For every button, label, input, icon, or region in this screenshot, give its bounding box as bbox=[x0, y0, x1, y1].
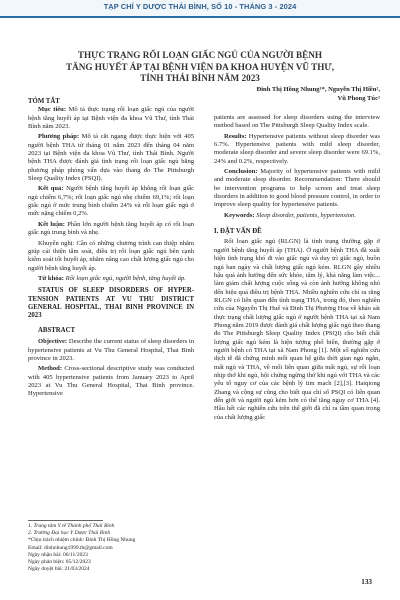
left-column bbox=[28, 98, 194, 401]
footnote-2: 2. Trường Đại học Y Dược Thái Bình bbox=[28, 530, 111, 537]
method-vi bbox=[28, 133, 194, 183]
english-title: STATUS OF SLEEP DISORDERS OF HYPER-TENSION PATIENTS AT VU THU DISTRICT GENERAL HOSPITAL, THAI BINH PROVINCE IN 2023 bbox=[28, 287, 194, 320]
keywords-en-label: Keywords: bbox=[224, 211, 255, 219]
conclusion-vi-text: Phần lớn người bệnh tăng huyết áp có rối loạn giấc ngủ trung bình và nhẹ. bbox=[28, 220, 195, 237]
method-en-text: Cross-sectional descriptive study was conducted with 405 hypertensive patients from January 2023 to April 2023 at Vu Thu General Hospital, Thai Binh province. Hypertensive bbox=[28, 365, 194, 398]
keywords-en-text: Sleep disorder, patients, hypertension. bbox=[256, 211, 356, 219]
keywords-vi-text: Rối loạn giấc ngủ, người bệnh, tăng huyết áp. bbox=[65, 274, 186, 282]
footnotes bbox=[28, 523, 198, 573]
right-column bbox=[214, 114, 380, 424]
footnote-divider bbox=[28, 520, 103, 521]
objective-vi bbox=[28, 106, 194, 131]
keywords-en bbox=[214, 212, 380, 220]
keywords-vi bbox=[28, 275, 194, 283]
title-line-3: TỈNH THÁI BÌNH NĂM 2023 bbox=[140, 73, 260, 83]
footnote-1: 1. Trung tâm Y tế Thành phố Thái Bình bbox=[28, 523, 115, 529]
corresponding-author: *Chịu trách nhiệm chính: Đinh Thị Hồng Nhung bbox=[28, 537, 136, 544]
recommendation-vi: Khuyến nghị: Cần có những chương trình can thiệp nhằm giúp cải thiện tâm soát, điều trị rối loạn giấc ngủ bên cạnh kiểm soát tốt huyết áp, nhằm nâng cao chất lượng giấc ngủ cho người bệnh tăng huyết áp. bbox=[28, 239, 194, 272]
authors-line-2: Vũ Phong Túc² bbox=[337, 94, 380, 102]
results-vi bbox=[28, 185, 194, 218]
authors bbox=[210, 86, 380, 103]
results-en bbox=[214, 133, 380, 166]
conclusion-vi bbox=[28, 221, 194, 238]
conclusion-en-label: Conclusion: bbox=[224, 168, 258, 176]
authors-line-1: Đinh Thị Hồng Nhung¹*, Nguyễn Thị Hiền², bbox=[256, 86, 380, 93]
conclusion-en bbox=[214, 168, 380, 210]
objective-vi-label: Mục tiêu: bbox=[38, 106, 66, 114]
date-accepted: Ngày duyệt bài: 21/03/2024 bbox=[28, 566, 90, 573]
keywords-vi-label: Từ khóa: bbox=[38, 274, 64, 282]
method-en-label: Method: bbox=[38, 365, 63, 373]
tomtat-heading: TÓM TẮT bbox=[28, 98, 60, 105]
article-title bbox=[40, 50, 360, 85]
results-vi-text: Người bệnh tăng huyết áp không rối loạn giấc ngủ chiếm 6,7%; rối loạn giấc ngủ nhẹ chiếm 69,1%; rối loạn giấc ngủ ở mức trung bình chiếm 24% và rối loạn giấc ngủ ở mức nặng chiếm 0,2%. bbox=[28, 185, 194, 218]
method-en-continued: patients are assessed for sleep disorders using the interview method based on The Pittsburgh Sleep Quality Index scale. bbox=[214, 114, 380, 130]
section-heading-intro: I. ĐẶT VẤN ĐỀ bbox=[214, 228, 262, 236]
results-vi-label: Kết quả: bbox=[38, 185, 64, 193]
author-email: Email: dinhnhung1999.tb@gmail.com bbox=[28, 544, 113, 551]
results-en-label: Results: bbox=[224, 132, 247, 140]
objective-en bbox=[28, 338, 194, 363]
results-en-text: Hypertensive patients without sleep disorder was 6.7%. Hypertensive patients with mild sleep disorder, moderate sleep disorder and severe sleep disorder were 69.1%, 24% and 0.2%, respectively. bbox=[214, 132, 381, 165]
date-reviewed: Ngày phản biện: 05/12/2023 bbox=[28, 559, 91, 566]
page-number: 133 bbox=[361, 578, 372, 586]
conclusion-en-text: Majority of hypertensive patients with mild and moderate sleep disorder. Recommendation: There should be intervention programs to help screen and treat sleep disorders in addition to good blood pressure control, in order to improve sleep quality for hypertensive patients. bbox=[214, 168, 381, 209]
title-line-1: THỰC TRẠNG RỐI LOẠN GIẤC NGỦ CỦA NGƯỜI BỆNH bbox=[77, 50, 323, 60]
intro-body: Rối loạn giấc ngủ (RLGN) là tình trạng thường gặp ở người bệnh tăng huyết áp (THA). Ở người bệnh THA đã xuất hiện tình trạng khó đi vào giấc ngủ và duy trì giấc ngủ, buồn ngủ ban ngày và chất lượng giấc ngủ kém. RLGN gây nhiều hậu quả ảnh hưởng đến sức khỏe, tâm lý, khả năng làm việc... làm giảm chất lượng cuộc sống và còn ảnh hưởng không nhỏ đến hiệu quả điều trị bệnh THA. Nhiều nghiên cứu chỉ ra rằng RLGN có liên quan đến tình trạng THA, trong đó, theo nghiên cứu của Nguyễn Thị Huế và Đinh Thị Phương Hoa về khảo sát thực trạng chất lượng giấc ngủ ở người bệnh THA tại xã Nam Phong năm 2019 được đánh giá chất lượng giấc ngủ theo thang đo The Pittsburgh Sleep Quality Index (PSQI) cho biết chất lượng giấc ngủ kém là hiện tượng phổ biến, thường gặp ở người bệnh có THA tại xã Nam Phong [1]. Một số nghiên cứu dịch tễ đã chứng minh mối quan hệ giữa thời gian ngủ ngắn, mất ngủ và THA, về mối liên quan giữa mất ngủ, sự rối loạn nhịp thở khi ngủ, hội chứng ngừng thở khi ngủ với THA và các yếu tố nguy cơ của các bệnh lý tim mạch [2],[3]. Haiqiong Zhang và cộng sự cũng cho biết qua chỉ số PSQI có liên quan đến giới và người ngủ kém hơn có thể tăng nguy cơ THA [4]. Hầu hết các nghiên cứu trên thế giới đã chỉ ra tầm quan trọng của chất lượng giấc bbox=[214, 238, 380, 421]
objective-en-label: Objective: bbox=[38, 338, 68, 346]
method-vi-label: Phương pháp: bbox=[38, 133, 80, 141]
title-line-2: TĂNG HUYẾT ÁP TẠI BỆNH VIỆN ĐA KHOA HUYỆN VŨ THƯ, bbox=[65, 61, 335, 72]
conclusion-vi-label: Kết luận: bbox=[38, 220, 65, 228]
date-received: Ngày nhận bài: 06/11/2023 bbox=[28, 551, 88, 558]
objective-en-text: Describe the current status of sleep disorders in hypertensive patients at Vu Thu General Hospital, Thai Binh province in 2023. bbox=[28, 338, 195, 362]
objective-vi-text: Mô tả thực trạng rối loạn giấc ngủ của người bệnh tăng huyết áp tại Bệnh viện đa khoa Vũ Thư, tỉnh Thái Bình năm 2023. bbox=[28, 106, 194, 131]
method-en bbox=[28, 365, 194, 398]
journal-header: TẠP CHÍ Y DƯỢC THÁI BÌNH, SỐ 10 - THÁNG 3 - 2024 bbox=[103, 2, 297, 11]
method-vi-text: Mô tả cắt ngang được thực hiện với 405 người bệnh THA từ tháng 01 năm 2023 đến tháng 04 năm 2023 tại Bệnh viện đa khoa Vũ Thư, tỉnh Thái Bình. Người bệnh THA được đánh giá tình trạng rối loạn giấc ngủ bằng phương pháp phỏng vấn dựa vào thang đo The Pittsburgh Sleep Quality Index (PSQI). bbox=[28, 133, 195, 183]
abstract-heading: ABSTRACT bbox=[38, 326, 76, 334]
